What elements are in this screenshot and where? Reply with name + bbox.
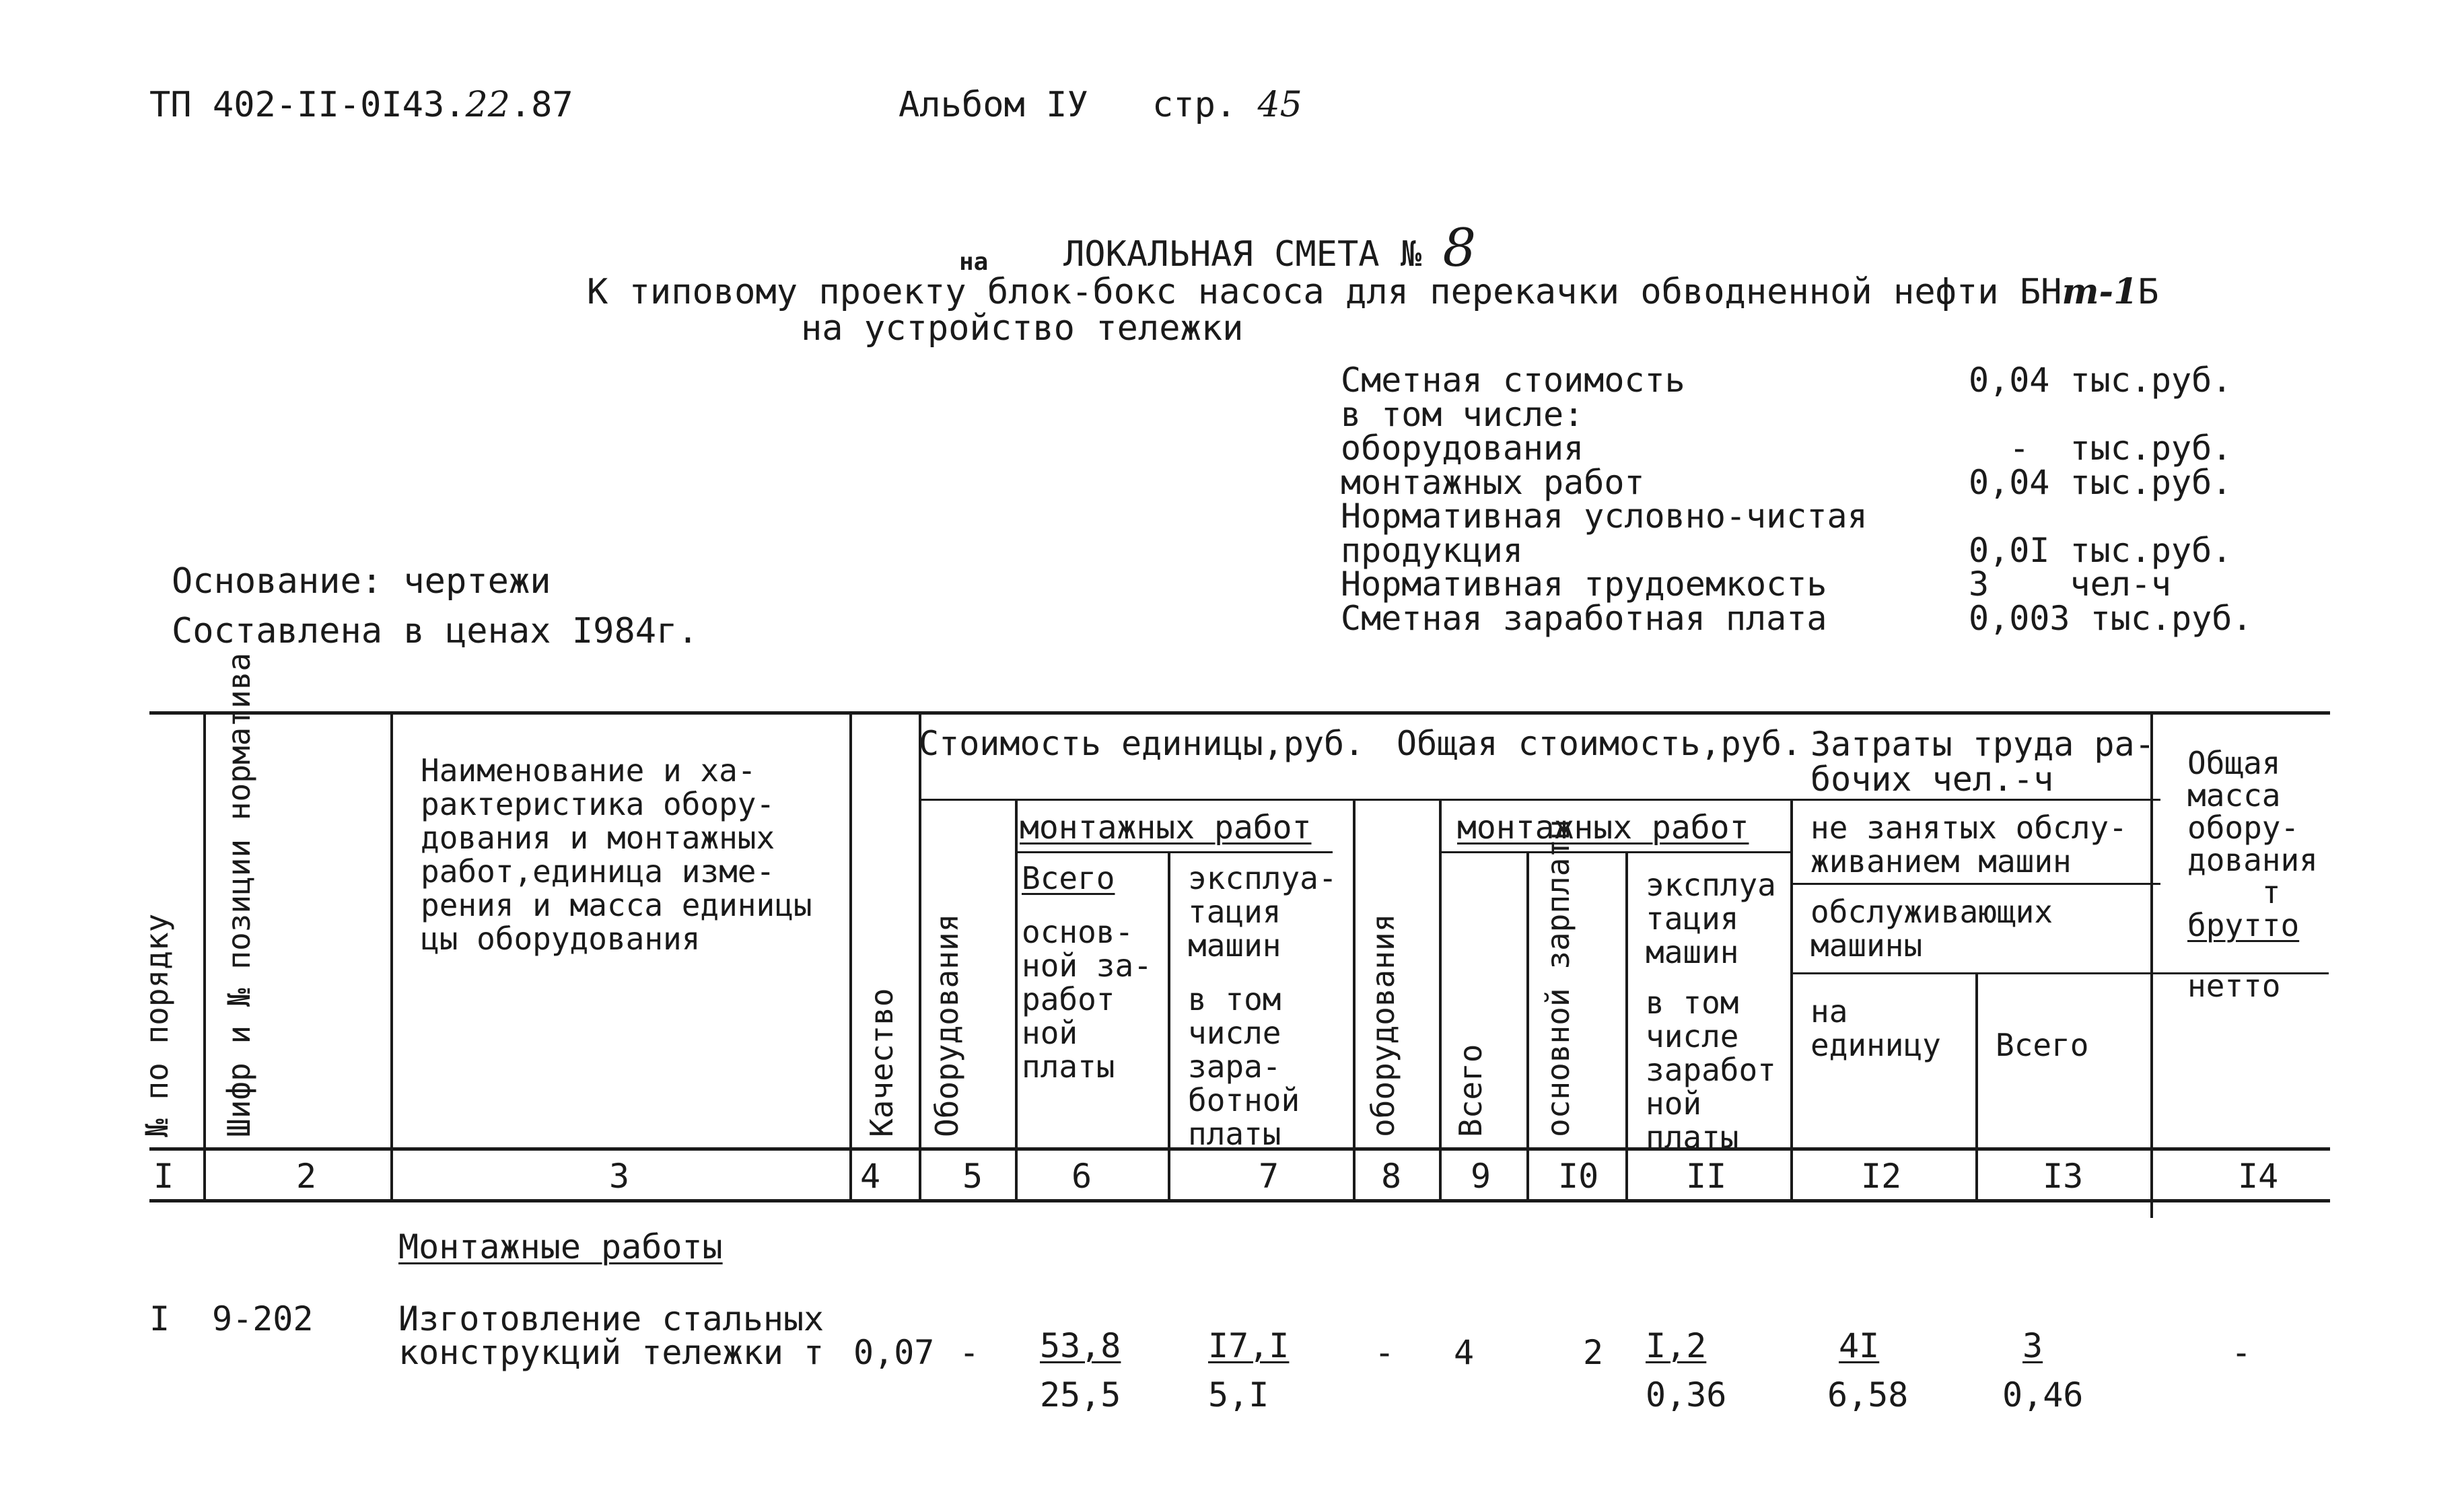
row-name-1: Изготовление стальных xyxy=(398,1299,824,1338)
prices-line: Составлена в ценах I984г. xyxy=(172,611,699,651)
head-col3: Наименование и ха- рактеристика обору- дования и монтажных работ,единица изме- рения и масса единицы цы оборудования xyxy=(421,752,812,957)
vline-6 xyxy=(1168,851,1170,1202)
head-rule-mont2 xyxy=(1440,851,1790,853)
project-code-suffix: .87 xyxy=(509,85,573,125)
column-number: I3 xyxy=(2043,1157,2084,1196)
head-col6-b: основ- ной за- работ ной платы xyxy=(1022,914,1152,1085)
head-col7-b: в том числе зара- ботной платы xyxy=(1188,981,1300,1152)
summary-value: 0,04 тыс.руб. xyxy=(1969,462,2232,502)
head-col8: оборудования xyxy=(1365,913,1401,1137)
head-labor-a: не занятых обслу- живанием машин xyxy=(1810,810,2127,879)
head-rule-mont1 xyxy=(1016,851,1333,853)
project-code xyxy=(149,85,573,125)
row-c9: 4 xyxy=(1454,1333,1475,1372)
row-no: I xyxy=(149,1299,170,1338)
summary-label: в том числе: xyxy=(1341,394,1584,434)
vline-4 xyxy=(919,713,921,1202)
head-rule-labor xyxy=(1790,883,2160,885)
estimate-number: 8 xyxy=(1442,218,1477,279)
row-qty: 0,07 xyxy=(853,1333,935,1372)
summary-value: 0,04 тыс.руб. xyxy=(1969,361,2232,400)
row-c7-top: I7,I xyxy=(1208,1326,1290,1365)
head-col6-a: Всего xyxy=(1022,860,1115,896)
summary-label: Нормативная условно-чистая xyxy=(1341,497,1868,536)
column-number: I0 xyxy=(1558,1157,1599,1196)
vline-11 xyxy=(1790,801,1793,1202)
column-number: 7 xyxy=(1259,1157,1279,1196)
project-code-handwritten: 22 xyxy=(465,85,510,125)
row-c6-top: 53,8 xyxy=(1040,1326,1121,1365)
column-number: I4 xyxy=(2238,1157,2279,1196)
summary-value: 0,0I тыс.руб. xyxy=(1969,530,2232,570)
estimate-title xyxy=(1063,218,1477,279)
summary-value: - тыс.руб. xyxy=(1969,429,2232,468)
head-col14-a: Общая масса обору- дования т xyxy=(2187,745,2318,910)
head-col11-a: эксплуа тация машин xyxy=(1646,867,1776,970)
summary-value: 3 чел-ч xyxy=(1969,565,2172,604)
project-code-prefix: ТП 402-II-0I43. xyxy=(149,85,466,125)
row-c11-top: I,2 xyxy=(1646,1326,1707,1365)
column-number: 6 xyxy=(1071,1157,1092,1196)
row-c12-bottom: 6,58 xyxy=(1827,1375,1909,1414)
row-c8: - xyxy=(1374,1333,1395,1372)
head-col1: № по порядку xyxy=(139,913,175,1137)
subtitle-handwritten: т-1 xyxy=(2062,271,2138,312)
column-number: 8 xyxy=(1381,1157,1402,1196)
head-total-cost: Общая стоимость,руб. xyxy=(1397,724,1802,763)
head-col7-a: эксплуа- тация машин xyxy=(1188,860,1337,964)
row-c12-top: 4I xyxy=(1839,1326,1880,1365)
row-c7-bottom: 5,I xyxy=(1208,1375,1269,1414)
insert-na: на xyxy=(959,248,989,276)
row-name-2: конструкций тележки т xyxy=(398,1333,824,1372)
column-number: I xyxy=(153,1157,174,1196)
vline-9 xyxy=(1526,851,1529,1202)
estimate-subtitle xyxy=(587,271,2159,312)
estimate-title-text: ЛОКАЛЬНАЯ СМЕТА № xyxy=(1063,234,1422,275)
summary-label: Сметная стоимость xyxy=(1341,361,1685,400)
page-number-value: 45 xyxy=(1257,85,1302,125)
summary-label: монтажных работ xyxy=(1341,462,1645,502)
row-c13-top: 3 xyxy=(2022,1326,2043,1365)
row-c13-bottom: 0,46 xyxy=(2002,1375,2084,1414)
row-c10: 2 xyxy=(1583,1333,1604,1372)
row-c14: - xyxy=(2231,1333,2252,1372)
column-number: 9 xyxy=(1471,1157,1491,1196)
row-equip: - xyxy=(959,1333,980,1372)
summary-label: Нормативная трудоемкость xyxy=(1341,565,1827,604)
column-number: 5 xyxy=(962,1157,983,1196)
head-unit-cost: Стоимость единицы,руб. xyxy=(919,724,1365,763)
page-number xyxy=(1152,85,1302,125)
head-col14-b: брутто xyxy=(2187,907,2300,943)
summary-label: Сметная заработная плата xyxy=(1341,598,1827,638)
head-col11-b: в том числе заработ ной платы xyxy=(1646,984,1776,1155)
column-number: 3 xyxy=(609,1157,630,1196)
vline-1 xyxy=(203,713,206,1202)
summary-label: продукция xyxy=(1341,530,1523,570)
basis-line: Основание: чертежи xyxy=(172,561,551,602)
vline-3 xyxy=(849,713,852,1202)
vline-10 xyxy=(1625,851,1628,1202)
head-mont2: монтажных работ xyxy=(1457,809,1749,847)
vline-7 xyxy=(1353,801,1356,1202)
summary-label: оборудования xyxy=(1341,429,1584,468)
head-labor: Затраты труда ра- бочих чел.-ч xyxy=(1810,725,2155,799)
column-number: I2 xyxy=(1861,1157,1902,1196)
subtitle-text: К типовому проекту блок-бокс насоса для перекачки обводненной нефти БН xyxy=(587,272,2062,312)
row-code: 9-202 xyxy=(212,1299,314,1338)
head-col4: Качество xyxy=(864,988,900,1137)
row-c6-bottom: 25,5 xyxy=(1040,1375,1121,1414)
column-number: II xyxy=(1686,1157,1727,1196)
head-col9: Всего xyxy=(1452,1044,1489,1137)
subtitle-end: Б xyxy=(2138,272,2159,312)
table-top-line xyxy=(149,711,2330,715)
head-labor-b: обслуживающих машины xyxy=(1810,894,2053,964)
vline-5 xyxy=(1015,801,1018,1202)
vline-12 xyxy=(1975,972,1978,1202)
album-label: Альбом IУ xyxy=(899,85,1088,125)
row-c11-bottom: 0,36 xyxy=(1646,1375,1727,1414)
head-col12: на единицу xyxy=(1810,993,1941,1063)
summary-value: 0,003 тыс.руб. xyxy=(1969,598,2253,638)
head-rule-1 xyxy=(921,799,2160,801)
numbers-bottom-line xyxy=(149,1199,2330,1202)
vline-8 xyxy=(1439,801,1442,1202)
column-number: 2 xyxy=(296,1157,317,1196)
head-mont1: монтажных работ xyxy=(1020,809,1312,847)
head-col2: Шифр и № позиции норматива xyxy=(221,652,257,1137)
head-col5: Оборудования xyxy=(929,913,965,1137)
head-col14-c: нетто xyxy=(2187,968,2281,1004)
estimate-subject: на устройство тележки xyxy=(801,308,1244,349)
section-title: Монтажные работы xyxy=(398,1227,723,1266)
head-col13: Всего xyxy=(1996,1027,2089,1063)
vline-2 xyxy=(390,713,393,1202)
column-number: 4 xyxy=(860,1157,881,1196)
page-label: стр. xyxy=(1152,85,1237,125)
head-col10: основной зарплаты xyxy=(1540,820,1576,1137)
